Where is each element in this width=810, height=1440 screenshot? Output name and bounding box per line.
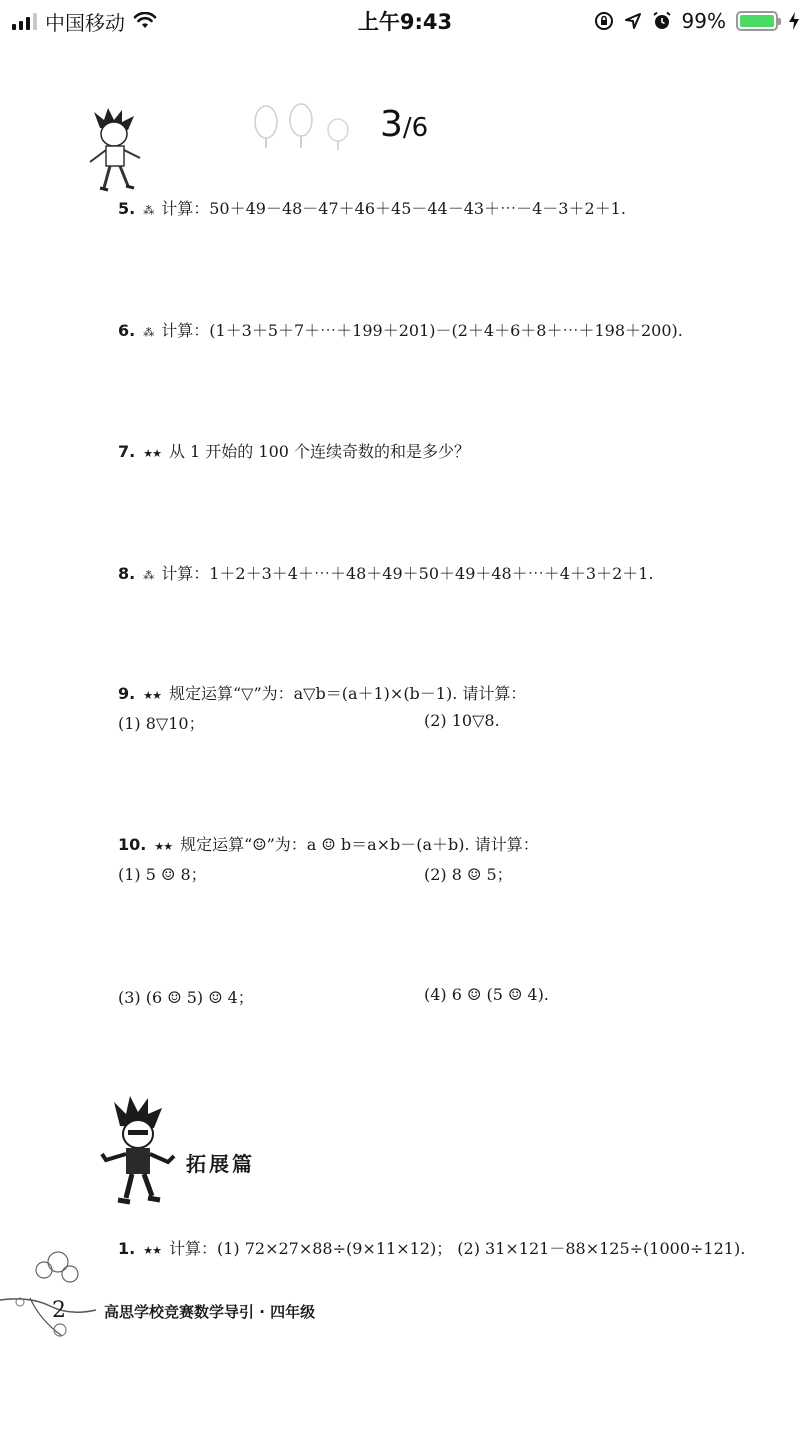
- question-6: [118, 318, 683, 341]
- footer-book-title: 高思学校竞赛数学导引 · 四年级: [104, 1303, 316, 1321]
- charging-icon: [788, 11, 800, 31]
- difficulty-stars-icon: ★★: [143, 1244, 161, 1257]
- footer-page-number: 2: [52, 1298, 66, 1323]
- cartoon-boy-illustration-section: [98, 1096, 178, 1208]
- difficulty-stars-icon: ⁂: [143, 569, 154, 582]
- question-10: [118, 832, 539, 855]
- battery-percent: 99%: [681, 9, 726, 33]
- carrier-label: 中国移动: [45, 10, 125, 35]
- question-10-part-4: (4) 6 ☺ (5 ☺ 4).: [424, 985, 549, 1004]
- flower-branch-illustration: [0, 1240, 100, 1350]
- question-text: 计算：(1) 72×27×88÷(9×11×12)； (2) 31×121－88×125÷(1000÷121).: [168, 1239, 746, 1258]
- difficulty-stars-icon: ★★: [143, 447, 161, 460]
- question-7: [118, 439, 470, 462]
- alarm-icon: [652, 11, 672, 31]
- cartoon-boy-illustration-top: [82, 106, 152, 196]
- question-9-part-2: (2) 10▽8.: [424, 711, 500, 730]
- question-text: 计算：1＋2＋3＋4＋⋯＋48＋49＋50＋49＋48＋⋯＋4＋3＋2＋1.: [161, 564, 654, 583]
- section-title: 拓展篇: [186, 1152, 255, 1176]
- question-number: 6.: [118, 321, 136, 340]
- question-number: 9.: [118, 684, 136, 703]
- question-number: 1.: [118, 1239, 136, 1258]
- status-right: [594, 6, 800, 36]
- rotation-lock-icon: [594, 11, 614, 31]
- question-10-part-1: (1) 5 ☺ 8；: [118, 865, 207, 884]
- battery-fill: [740, 15, 774, 27]
- location-icon: [624, 12, 642, 30]
- faint-trees-illustration: [250, 100, 360, 155]
- difficulty-stars-icon: ⁂: [143, 204, 154, 217]
- page-current: 3: [380, 104, 403, 145]
- difficulty-stars-icon: ★★: [143, 689, 161, 702]
- status-time: 上午9:43: [357, 10, 453, 34]
- difficulty-stars-icon: ⁂: [143, 326, 154, 339]
- question-text: 计算：50＋49－48－47＋46＋45－44－43＋⋯－4－3＋2＋1.: [161, 199, 626, 218]
- question-9: [118, 681, 526, 704]
- question-number: 10.: [118, 835, 147, 854]
- question-number: 8.: [118, 564, 136, 583]
- question-text: 规定运算“▽”为：a▽b＝(a＋1)×(b－1). 请计算：: [168, 684, 527, 703]
- page-total: /6: [402, 113, 429, 143]
- question-text: 计算：(1＋3＋5＋7＋⋯＋199＋201)－(2＋4＋6＋8＋⋯＋198＋200).: [161, 321, 683, 340]
- question-8: [118, 561, 654, 584]
- status-bar: [0, 0, 810, 42]
- extension-question-1: [118, 1236, 745, 1259]
- question-number: 5.: [118, 199, 136, 218]
- question-10-part-3: (3) (6 ☺ 5) ☺ 4；: [118, 988, 254, 1007]
- difficulty-stars-icon: ★★: [154, 840, 173, 853]
- question-10-part-2: (2) 8 ☺ 5；: [424, 865, 513, 884]
- question-text: 规定运算“☺”为：a ☺ b＝a×b－(a＋b). 请计算：: [180, 835, 539, 854]
- question-5: [118, 196, 626, 219]
- question-text: 从 1 开始的 100 个连续奇数的和是多少？: [168, 442, 471, 461]
- battery-icon: [736, 11, 778, 31]
- question-number: 7.: [118, 442, 136, 461]
- question-9-part-1: (1) 8▽10；: [118, 714, 205, 733]
- page-indicator: [380, 104, 428, 145]
